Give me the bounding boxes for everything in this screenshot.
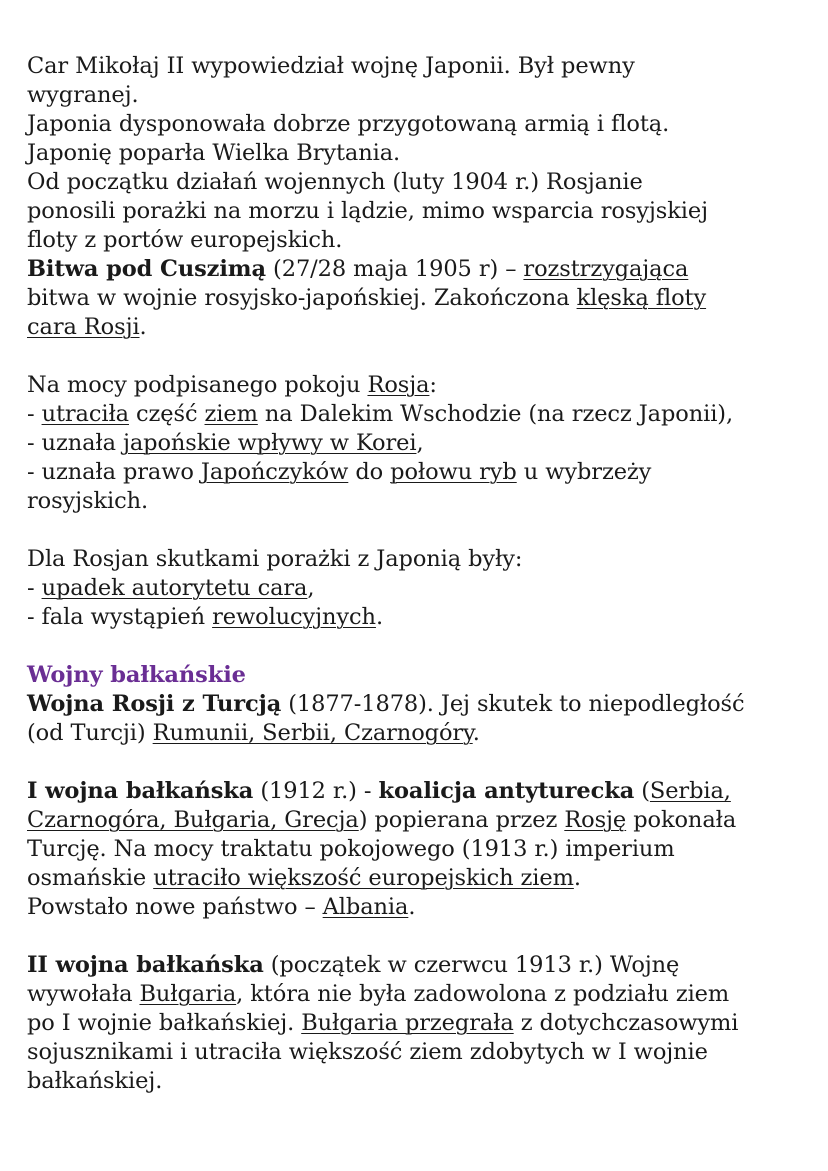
underlined-text: upadek autorytetu cara <box>41 575 308 601</box>
text-span: . <box>408 894 416 920</box>
section-heading: Wojny bałkańskie <box>27 662 246 688</box>
text-line <box>27 168 643 197</box>
text-span: : <box>429 372 437 398</box>
underlined-text: utraciło większość europejskich ziem <box>153 865 574 891</box>
text-line <box>27 284 706 313</box>
text-span: bałkańskiej. <box>27 1068 163 1094</box>
text-span: do <box>348 459 391 485</box>
text-span: z dotychczasowymi <box>513 1010 739 1036</box>
text-line <box>27 110 669 139</box>
text-line <box>27 980 729 1009</box>
text-line <box>27 400 733 429</box>
text-line <box>27 487 148 516</box>
underlined-text: Czarnogóra, Bułgaria, Grecja <box>27 807 359 833</box>
bold-text: II wojna bałkańska <box>27 952 264 978</box>
text-span: , która nie była zadowolona z podziału ziem <box>236 981 730 1007</box>
text-span: pokonała <box>626 807 737 833</box>
text-line <box>27 719 480 748</box>
text-span: rosyjskich. <box>27 488 149 514</box>
text-span: Dla Rosjan skutkami porażki z Japonią były: <box>27 546 523 572</box>
text-span: na Dalekim Wschodzie (na rzecz Japonii), <box>257 401 734 427</box>
text-line <box>27 255 688 284</box>
text-span: , <box>416 430 424 456</box>
text-span: wygranej. <box>27 82 139 108</box>
text-line <box>27 197 708 226</box>
underlined-text: Albania <box>322 894 409 920</box>
underlined-text: ziem <box>204 401 258 427</box>
text-span: Japonię poparła Wielka Brytania. <box>27 140 401 166</box>
bold-text: koalicja antyturecka <box>378 778 635 804</box>
text-span: floty z portów europejskich. <box>27 227 343 253</box>
text-span: . <box>375 604 384 630</box>
text-line <box>27 313 147 342</box>
text-span: . <box>139 314 147 340</box>
text-span: po I wojnie bałkańskiej. <box>27 1010 302 1036</box>
text-line <box>27 893 415 922</box>
underlined-text: rozstrzygająca <box>523 256 689 282</box>
underlined-text: utraciła <box>41 401 129 427</box>
text-span: Japonia dysponowała dobrze przygotowaną armią i flotą. <box>27 111 670 137</box>
text-line <box>27 835 675 864</box>
text-span: (od Turcji) <box>27 720 153 746</box>
text-line <box>27 603 383 632</box>
text-span: Powstało nowe państwo – <box>27 894 323 920</box>
underlined-text: Rosja <box>367 372 430 398</box>
underlined-text: japońskie wpływy w Korei <box>122 430 417 456</box>
text-line <box>27 951 679 980</box>
text-line <box>27 806 736 835</box>
text-span: osmańskie <box>27 865 154 891</box>
text-span: ponosili porażki na morzu i lądzie, mimo wsparcia rosyjskiej <box>27 198 708 224</box>
text-span: bitwa w wojnie rosyjsko-japońskiej. Zakończona <box>27 285 577 311</box>
text-span: - uznała <box>27 430 123 456</box>
text-span: Turcję. Na mocy traktatu pokojowego (1913 r.) imperium <box>27 836 675 862</box>
underlined-text: klęską floty <box>576 285 707 311</box>
text-span: - <box>27 401 42 427</box>
text-span: (1877-1878). Jej skutek to niepodległość <box>281 691 745 717</box>
text-line <box>27 545 522 574</box>
text-span: u wybrzeży <box>516 459 652 485</box>
text-span: wywołała <box>27 981 140 1007</box>
text-line <box>27 864 581 893</box>
underlined-text: Bułgaria przegrała <box>301 1010 514 1036</box>
text-span: - uznała prawo <box>27 459 201 485</box>
underlined-text: rewolucyjnych <box>212 604 376 630</box>
text-line <box>27 81 139 110</box>
bold-text: Bitwa pod Cuszimą <box>27 256 266 282</box>
text-span: Na mocy podpisanego pokoju <box>27 372 368 398</box>
text-span: ( <box>634 778 650 804</box>
text-span: (początek w czerwcu 1913 r.) Wojnę <box>263 952 680 978</box>
underlined-text: Rumunii, Serbii, Czarnogóry <box>152 720 473 746</box>
text-span: - fala wystąpień <box>27 604 213 630</box>
text-line <box>27 52 635 81</box>
underlined-text: Rosję <box>564 807 627 833</box>
text-span: sojusznikami i utraciła większość ziem zdobytych w I wojnie <box>27 1039 708 1065</box>
underlined-text: Japończyków <box>200 459 349 485</box>
underlined-text: Serbia, <box>649 778 731 804</box>
text-span: . <box>573 865 581 891</box>
text-span: część <box>128 401 205 427</box>
text-line <box>27 1009 738 1038</box>
text-span: . <box>472 720 480 746</box>
text-line <box>27 226 342 255</box>
text-span: (1912 r.) - <box>253 778 379 804</box>
text-line <box>27 1067 162 1096</box>
text-span: Car Mikołaj II wypowiedział wojnę Japonii. Był pewny <box>27 53 635 79</box>
bold-text: I wojna bałkańska <box>27 778 254 804</box>
text-line <box>27 1038 708 1067</box>
text-span: , <box>307 575 315 601</box>
text-line <box>27 371 437 400</box>
text-line <box>27 139 400 168</box>
text-span: ) popierana przez <box>358 807 565 833</box>
text-line <box>27 690 745 719</box>
text-line <box>27 777 731 806</box>
bold-text: Wojna Rosji z Turcją <box>27 691 282 717</box>
text-line <box>27 661 246 690</box>
underlined-text: cara Rosji <box>27 314 140 340</box>
text-span: Od początku działań wojennych (luty 1904 r.) Rosjanie <box>27 169 643 195</box>
underlined-text: Bułgaria <box>139 981 237 1007</box>
text-line <box>27 429 424 458</box>
underlined-text: połowu ryb <box>390 459 517 485</box>
text-line <box>27 458 651 487</box>
text-line <box>27 574 314 603</box>
text-span: - <box>27 575 42 601</box>
text-span: (27/28 maja 1905 r) – <box>266 256 524 282</box>
